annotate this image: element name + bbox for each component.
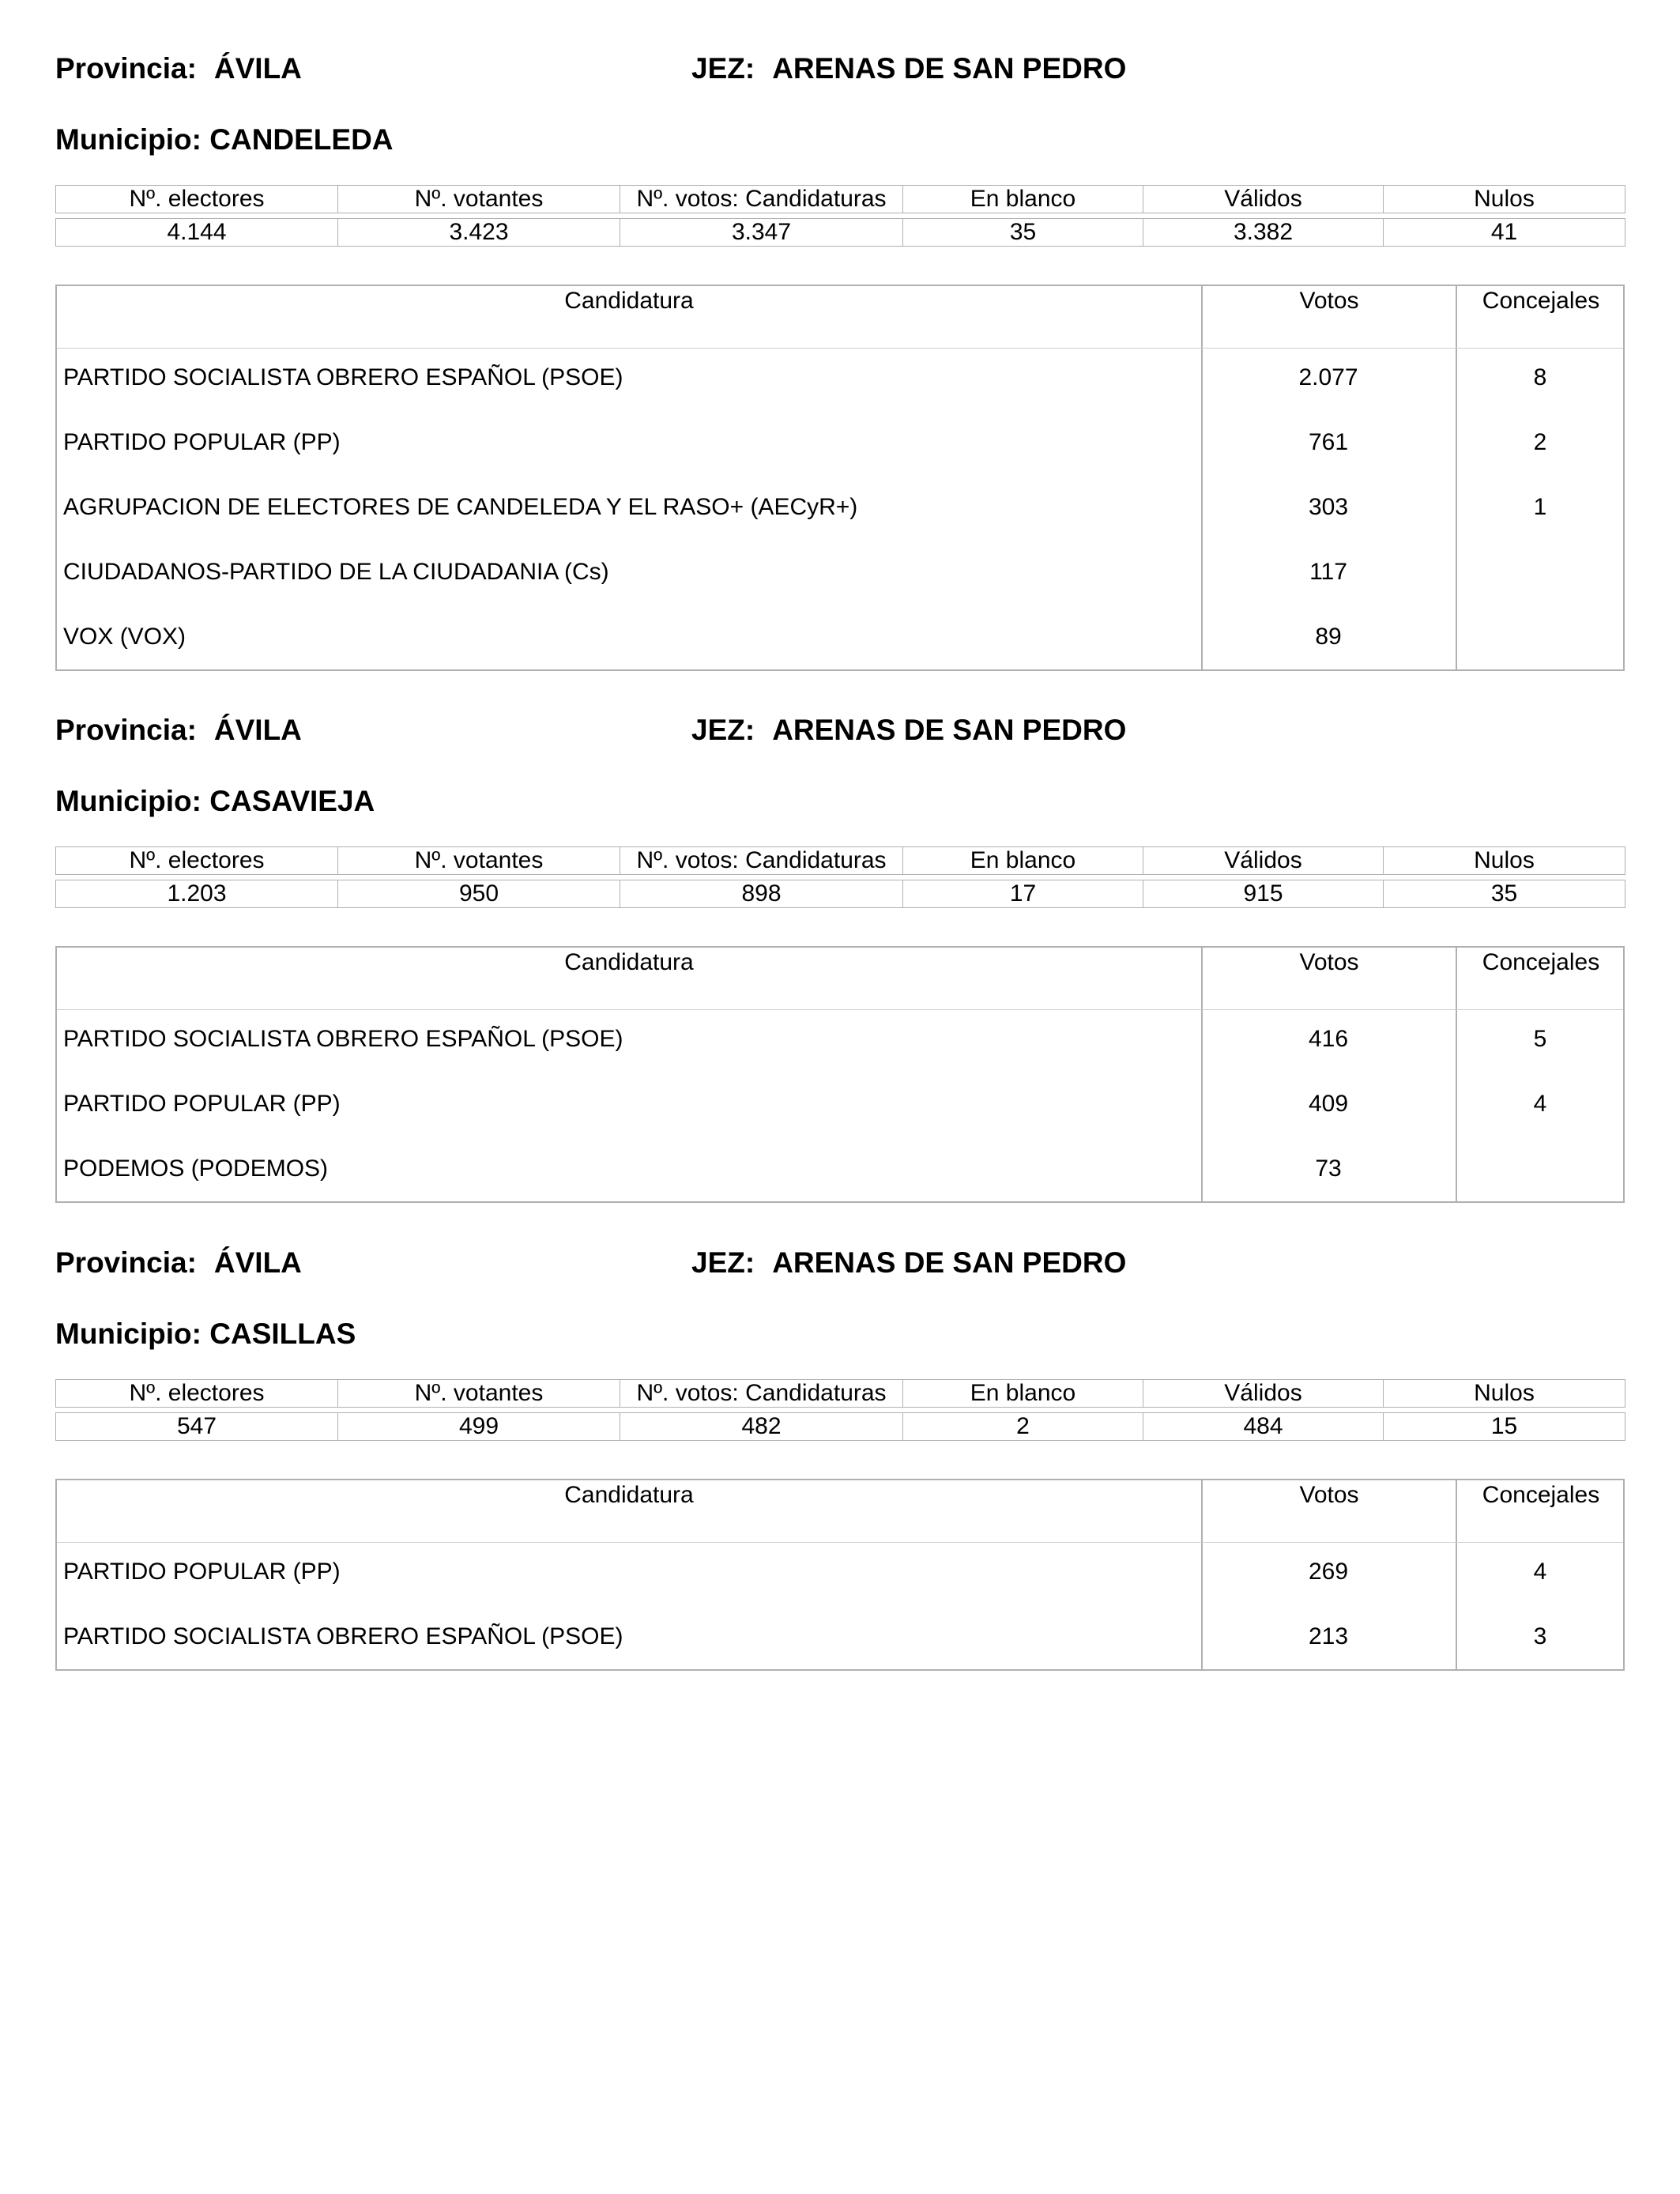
candidatura-votos: 416 <box>1308 1026 1349 1052</box>
header-concejales: Concejales <box>1456 286 1625 348</box>
candidaturas-header <box>57 1480 1623 1543</box>
stats-header: Nº. votos: Candidaturas <box>620 1380 903 1408</box>
stats-value: 915 <box>1143 880 1384 908</box>
stats-value: 547 <box>56 1413 338 1441</box>
candidaturas-table <box>55 946 1625 1203</box>
table-row <box>57 494 1623 559</box>
header-candidatura: Candidatura <box>564 949 694 975</box>
table-row <box>57 429 1623 494</box>
candidatura-concejales: 4 <box>1533 1091 1547 1117</box>
stats-value: 35 <box>903 219 1143 247</box>
stats-header: Nº. votantes <box>338 1380 620 1408</box>
stats-value-row <box>56 219 1625 247</box>
candidatura-name: PARTIDO SOCIALISTA OBRERO ESPAÑOL (PSOE) <box>63 1026 623 1052</box>
candidatura-name: PARTIDO POPULAR (PP) <box>63 1091 341 1117</box>
stats-value: 499 <box>338 1413 620 1441</box>
stats-value: 898 <box>620 880 903 908</box>
stats-header: Válidos <box>1143 847 1384 875</box>
table-row <box>57 1091 1623 1155</box>
stats-header-row <box>56 847 1625 875</box>
candidatura-concejales: 1 <box>1533 494 1547 520</box>
stats-header: Válidos <box>1143 186 1384 213</box>
candidatura-name: AGRUPACION DE ELECTORES DE CANDELEDA Y EL RASO+ (AECyR+) <box>63 494 858 520</box>
candidatura-votos: 89 <box>1315 624 1342 650</box>
candidatura-votos: 409 <box>1308 1091 1349 1117</box>
candidatura-concejales: 5 <box>1533 1026 1547 1052</box>
stats-table <box>55 1379 1625 1441</box>
candidaturas-header <box>57 286 1623 349</box>
stats-header: Nº. votos: Candidaturas <box>620 847 903 875</box>
municipio-heading: Municipio: CASAVIEJA <box>55 785 375 817</box>
stats-header-row <box>56 186 1625 213</box>
table-row <box>57 364 1623 429</box>
stats-value: 484 <box>1143 1413 1384 1441</box>
stats-table <box>55 185 1625 247</box>
candidaturas-table <box>55 1479 1625 1671</box>
header-votos: Votos <box>1201 286 1456 348</box>
candidatura-votos: 213 <box>1308 1623 1349 1649</box>
candidatura-name: PARTIDO POPULAR (PP) <box>63 1559 341 1585</box>
candidatura-votos: 761 <box>1308 429 1349 455</box>
stats-header: En blanco <box>903 186 1143 213</box>
stats-value: 950 <box>338 880 620 908</box>
candidaturas-body <box>57 349 1623 669</box>
stats-value-row <box>56 880 1625 908</box>
stats-table <box>55 846 1625 908</box>
stats-value: 41 <box>1384 219 1625 247</box>
stats-value: 3.423 <box>338 219 620 247</box>
candidatura-name: PODEMOS (PODEMOS) <box>63 1155 329 1182</box>
stats-header: Nº. electores <box>56 847 338 875</box>
table-row <box>57 1559 1623 1623</box>
candidatura-concejales: 8 <box>1533 364 1547 390</box>
candidatura-votos: 117 <box>1309 559 1347 585</box>
stats-value: 1.203 <box>56 880 338 908</box>
stats-value: 35 <box>1384 880 1625 908</box>
candidatura-votos: 2.077 <box>1298 364 1358 390</box>
header-candidatura: Candidatura <box>564 288 694 314</box>
stats-value: 3.347 <box>620 219 903 247</box>
stats-header-row <box>56 1380 1625 1408</box>
table-row <box>57 1155 1623 1220</box>
stats-value: 3.382 <box>1143 219 1384 247</box>
header-concejales: Concejales <box>1456 1480 1625 1542</box>
stats-value: 4.144 <box>56 219 338 247</box>
header-votos: Votos <box>1201 1480 1456 1542</box>
stats-header: Nulos <box>1384 1380 1625 1408</box>
jez-heading: JEZ: ARENAS DE SAN PEDRO <box>691 714 1127 746</box>
candidaturas-header <box>57 948 1623 1010</box>
stats-header: En blanco <box>903 1380 1143 1408</box>
stats-value-row <box>56 1413 1625 1441</box>
stats-value: 15 <box>1384 1413 1625 1441</box>
provincia-heading: Provincia: ÁVILA <box>55 714 302 746</box>
jez-heading: JEZ: ARENAS DE SAN PEDRO <box>691 52 1127 85</box>
candidatura-concejales: 3 <box>1533 1623 1547 1649</box>
stats-header: Nº. electores <box>56 186 338 213</box>
stats-header: Válidos <box>1143 1380 1384 1408</box>
stats-value: 2 <box>903 1413 1143 1441</box>
candidatura-name: CIUDADANOS-PARTIDO DE LA CIUDADANIA (Cs) <box>63 559 609 585</box>
stats-header: Nulos <box>1384 847 1625 875</box>
stats-header: Nulos <box>1384 186 1625 213</box>
candidatura-name: VOX (VOX) <box>63 624 186 650</box>
candidatura-name: PARTIDO SOCIALISTA OBRERO ESPAÑOL (PSOE) <box>63 1623 623 1649</box>
stats-value: 482 <box>620 1413 903 1441</box>
municipio-heading: Municipio: CASILLAS <box>55 1318 356 1350</box>
candidatura-name: PARTIDO SOCIALISTA OBRERO ESPAÑOL (PSOE) <box>63 364 623 390</box>
candidaturas-body <box>57 1010 1623 1201</box>
stats-header: Nº. votantes <box>338 186 620 213</box>
table-row <box>57 1026 1623 1091</box>
candidatura-votos: 303 <box>1308 494 1349 520</box>
candidaturas-body <box>57 1543 1623 1669</box>
header-votos: Votos <box>1201 948 1456 1009</box>
provincia-heading: Provincia: ÁVILA <box>55 1246 302 1279</box>
candidatura-concejales: 2 <box>1533 429 1547 455</box>
stats-header: Nº. votos: Candidaturas <box>620 186 903 213</box>
table-row <box>57 559 1623 624</box>
header-candidatura: Candidatura <box>564 1482 694 1508</box>
header-concejales: Concejales <box>1456 948 1625 1009</box>
candidaturas-table <box>55 285 1625 671</box>
candidatura-name: PARTIDO POPULAR (PP) <box>63 429 341 455</box>
table-row <box>57 1623 1623 1688</box>
candidatura-votos: 269 <box>1308 1559 1349 1585</box>
stats-header: Nº. votantes <box>338 847 620 875</box>
municipio-heading: Municipio: CANDELEDA <box>55 123 394 156</box>
stats-header: Nº. electores <box>56 1380 338 1408</box>
stats-header: En blanco <box>903 847 1143 875</box>
candidatura-concejales: 4 <box>1533 1559 1547 1585</box>
jez-heading: JEZ: ARENAS DE SAN PEDRO <box>691 1246 1127 1279</box>
provincia-heading: Provincia: ÁVILA <box>55 52 302 85</box>
table-row <box>57 624 1623 688</box>
candidatura-votos: 73 <box>1315 1155 1342 1182</box>
stats-value: 17 <box>903 880 1143 908</box>
